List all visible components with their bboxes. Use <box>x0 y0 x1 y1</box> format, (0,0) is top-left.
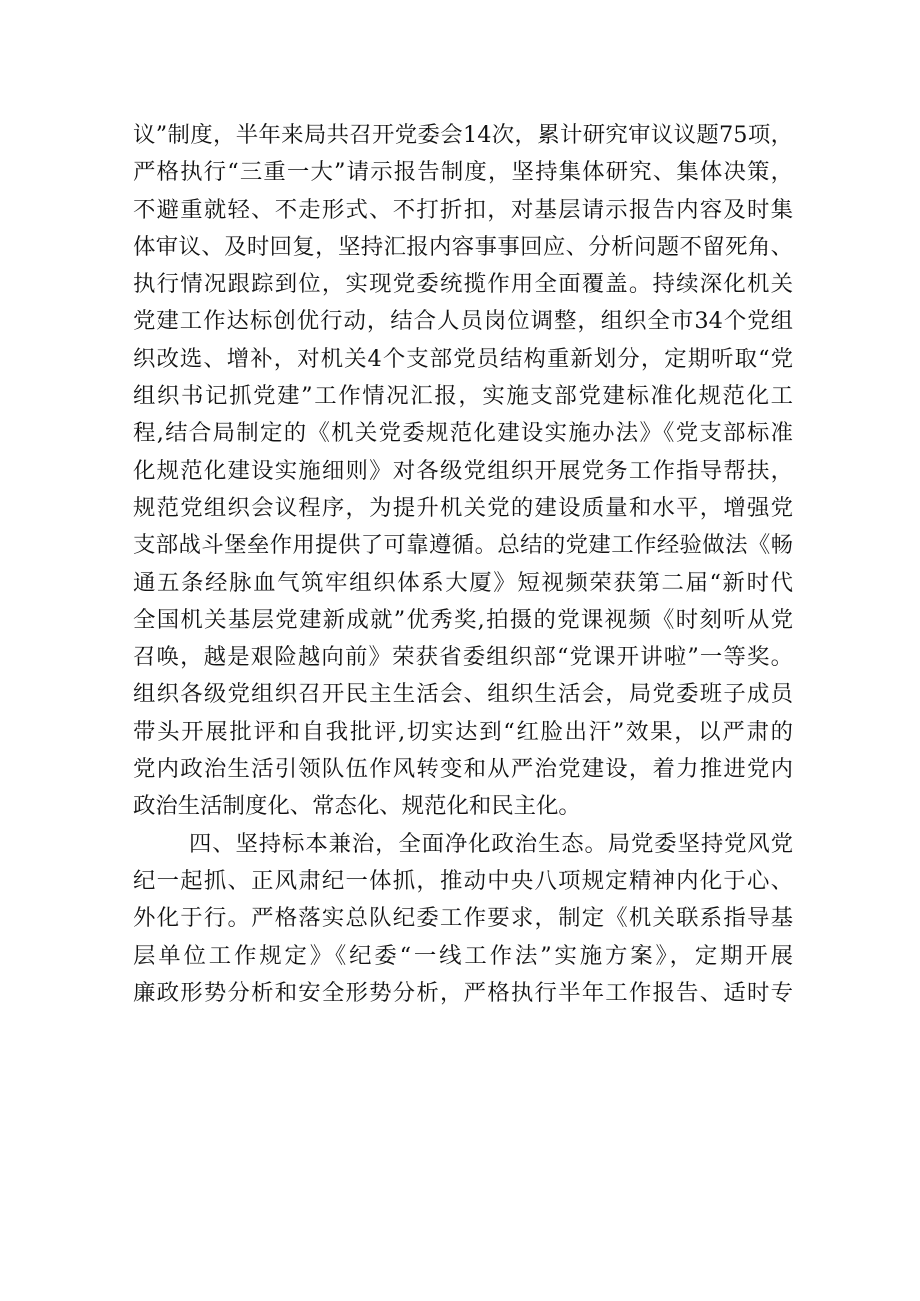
text-line: 带头开展批评和自我批评,切实达到“红脸出汗”效果，以严肃的 <box>133 718 793 745</box>
document-body <box>133 117 793 1012</box>
text-line: 通五条经脉血气筑牢组织体系大厦》短视频荣获第二届“新时代 <box>133 569 793 596</box>
paragraph-section-three-continued <box>133 117 793 826</box>
text-line: 召唤，越是艰险越向前》荣获省委组织部“党课开讲啦”一等奖。 <box>133 644 793 671</box>
text-line: 政治生活制度化、常态化、规范化和民主化。 <box>133 793 581 820</box>
text-line: 化规范化建设实施细则》对各级党组织开展党务工作指导帮扶， <box>133 457 793 484</box>
text-line: 程,结合局制定的《机关党委规范化建设实施办法》《党支部标准 <box>133 420 793 447</box>
text-line: 体审议、及时回复，坚持汇报内容事事回应、分析问题不留死角、 <box>133 233 793 260</box>
text-line: 外化于行。严格落实总队纪委工作要求，制定《机关联系指导基 <box>133 905 793 932</box>
text-line: 廉政形势分析和安全形势分析，严格执行半年工作报告、适时专 <box>133 979 793 1006</box>
section-heading-line: 四、坚持标本兼治，全面净化政治生态。局党委坚持党风党 <box>189 830 793 857</box>
text-line: 党内政治生活引领队伍作风转变和从严治党建设，着力推进党内 <box>133 756 793 783</box>
paragraph-section-four <box>133 826 793 1012</box>
text-line: 支部战斗堡垒作用提供了可靠遵循。总结的党建工作经验做法《畅 <box>133 532 793 559</box>
text-line: 党建工作达标创优行动，结合人员岗位调整，组织全市34个党组 <box>133 308 793 335</box>
text-line: 组织书记抓党建”工作情况汇报，实施支部党建标准化规范化工 <box>133 383 793 410</box>
text-line: 织改选、增补，对机关4个支部党员结构重新划分，定期听取“党 <box>133 345 793 372</box>
text-line: 纪一起抓、正风肃纪一体抓，推动中央八项规定精神内化于心、 <box>133 867 793 894</box>
text-line: 规范党组织会议程序，为提升机关党的建设质量和水平，增强党 <box>133 494 793 521</box>
text-line: 执行情况跟踪到位，实现党委统揽作用全面覆盖。持续深化机关 <box>133 271 793 298</box>
text-line: 不避重就轻、不走形式、不打折扣，对基层请示报告内容及时集 <box>133 196 793 223</box>
text-line: 层单位工作规定》《纪委“一线工作法”实施方案》，定期开展 <box>133 942 793 969</box>
text-line: 议”制度，半年来局共召开党委会14次，累计研究审议议题75项， <box>133 122 793 148</box>
text-line: 全国机关基层党建新成就”优秀奖,拍摄的党课视频《时刻听从党 <box>133 606 793 633</box>
text-line: 组织各级党组织召开民主生活会、组织生活会，局党委班子成员 <box>133 681 793 708</box>
text-line: 严格执行“三重一大”请示报告制度，坚持集体研究、集体决策， <box>133 159 793 186</box>
